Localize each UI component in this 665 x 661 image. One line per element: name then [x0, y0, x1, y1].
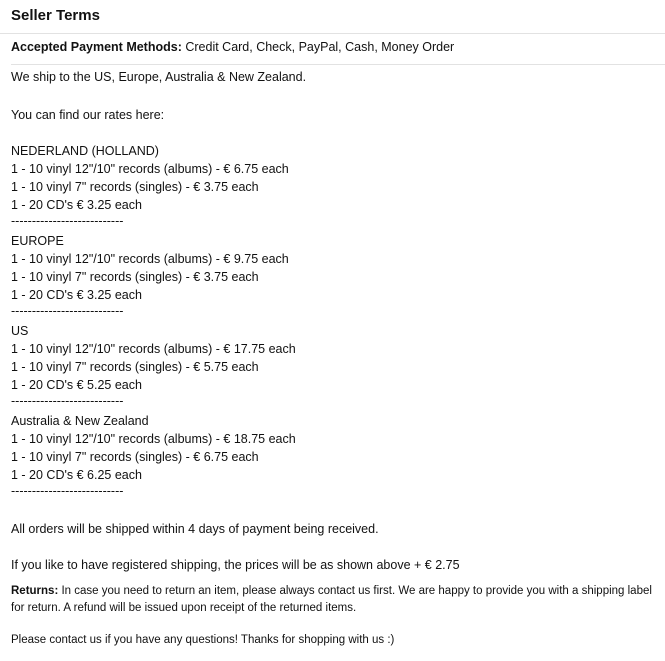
rate-line: 1 - 10 vinyl 12"/10" records (albums) - € 18.75 each [11, 432, 296, 446]
rate-line: 1 - 10 vinyl 7" records (singles) - € 3.75 each [11, 270, 259, 284]
shipping-time-text: All orders will be shipped within 4 days of payment being received. [11, 522, 379, 536]
region-separator: --------------------------- [11, 394, 124, 408]
payment-methods-row [11, 40, 665, 65]
region-separator: --------------------------- [11, 214, 124, 228]
rate-line: 1 - 10 vinyl 12"/10" records (albums) - € 6.75 each [11, 162, 289, 176]
rate-line: 1 - 10 vinyl 12"/10" records (albums) - € 17.75 each [11, 342, 296, 356]
closing-text: Please contact us if you have any questions! Thanks for shopping with us :) [11, 634, 395, 646]
payment-methods-label: Accepted Payment Methods: [11, 40, 182, 54]
region-name: NEDERLAND (HOLLAND) [11, 144, 159, 158]
returns-line-2: for return. A refund will be issued upon receipt of the returned items. [11, 602, 357, 614]
rate-line: 1 - 10 vinyl 7" records (singles) - € 6.75 each [11, 450, 259, 464]
registered-shipping-text: If you like to have registered shipping, the prices will be as shown above + € 2.75 [11, 558, 460, 572]
rates-intro-text: You can find our rates here: [11, 108, 165, 122]
rate-line: 1 - 20 CD's € 6.25 each [11, 468, 142, 482]
region-name: Australia & New Zealand [11, 414, 149, 428]
region-name: US [11, 324, 29, 338]
region-name: EUROPE [11, 234, 64, 248]
region-separator: --------------------------- [11, 304, 124, 318]
returns-label: Returns: [11, 585, 59, 597]
returns-text: In case you need to return an item, please always contact us first. We are happy to provide you with a shipping label [58, 585, 652, 597]
page-title: Seller Terms [11, 7, 100, 24]
payment-methods-value: Credit Card, Check, PayPal, Cash, Money Order [181, 40, 455, 54]
rate-line: 1 - 20 CD's € 5.25 each [11, 378, 142, 392]
rate-line: 1 - 20 CD's € 3.25 each [11, 198, 142, 212]
region-separator: --------------------------- [11, 484, 124, 498]
rate-line: 1 - 10 vinyl 7" records (singles) - € 3.75 each [11, 180, 259, 194]
rate-line: 1 - 20 CD's € 3.25 each [11, 288, 142, 302]
rate-line: 1 - 10 vinyl 7" records (singles) - € 5.75 each [11, 360, 259, 374]
ship-to-text: We ship to the US, Europe, Australia & New Zealand. [11, 70, 307, 84]
seller-terms-header [0, 0, 665, 34]
rate-line: 1 - 10 vinyl 12"/10" records (albums) - € 9.75 each [11, 252, 289, 266]
returns-line-1 [11, 584, 652, 599]
